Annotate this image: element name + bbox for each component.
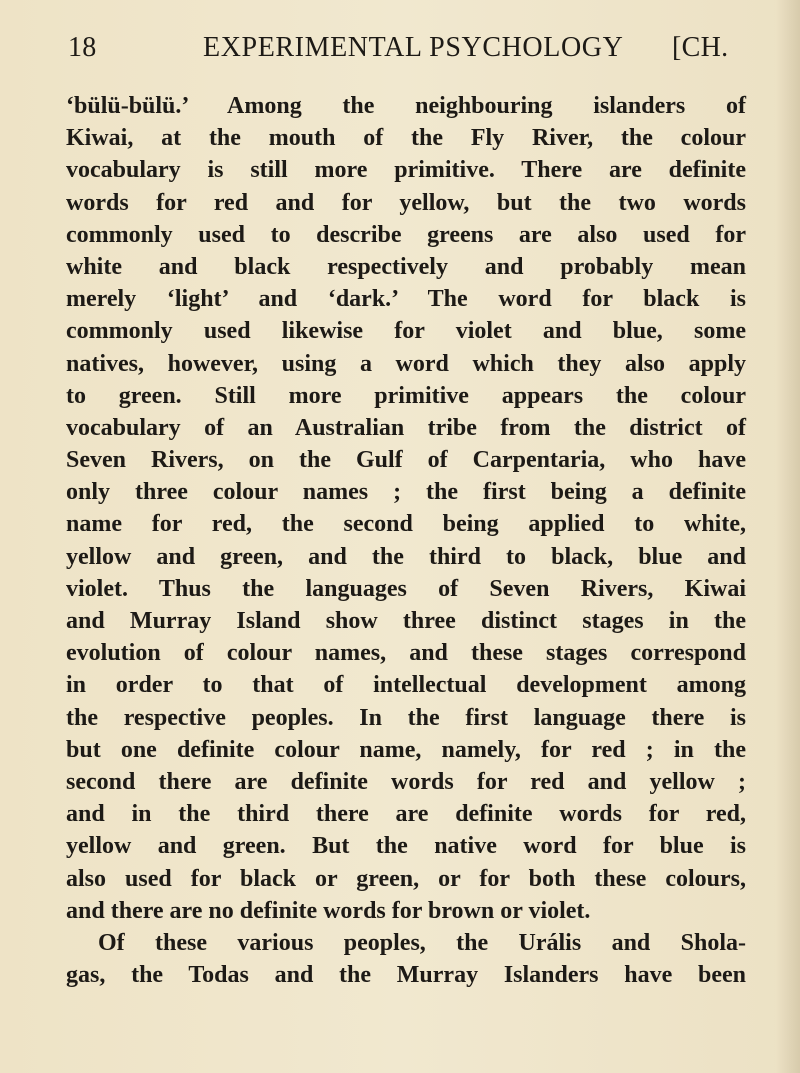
text-line: natives, however, using a word which they also apply — [66, 350, 746, 377]
text-line: second there are definite words for red and yellow ; — [66, 768, 746, 795]
text-line: the respective peoples. In the first language there is — [66, 704, 746, 731]
page-header — [68, 32, 748, 72]
text-line: white and black respectively and probably mean — [66, 253, 746, 280]
text-line: vocabulary is still more primitive. There are definite — [66, 157, 746, 184]
text-line: yellow and green. But the native word for blue is — [66, 833, 746, 860]
paragraph-start-line: Of these various peoples, the Urális and Shola- — [98, 929, 746, 956]
text-line: gas, the Todas and the Murray Islanders have been — [66, 962, 746, 989]
body-text — [66, 90, 746, 991]
text-line: yellow and green, and the third to black, blue and — [66, 543, 746, 570]
text-line: and in the third there are definite words for red, — [66, 801, 746, 828]
text-line: also used for black or green, or for both these colours, — [66, 865, 746, 892]
paragraph-end-line: and there are no definite words for brown or violet. — [66, 897, 591, 924]
text-line: Seven Rivers, on the Gulf of Carpentaria, who have — [66, 447, 746, 474]
text-line: and Murray Island show three distinct stages in the — [66, 608, 746, 634]
text-line: merely ‘light’ and ‘dark.’ The word for black is — [66, 286, 746, 313]
text-line: but one definite colour name, namely, for red ; in the — [66, 736, 746, 763]
chapter-mark: [CH. — [672, 32, 729, 63]
text-line: in order to that of intellectual development among — [66, 672, 746, 699]
running-title: EXPERIMENTAL PSYCHOLOGY — [203, 32, 624, 63]
text-line: name for red, the second being applied to white, — [66, 511, 746, 538]
page-edge-shadow — [776, 0, 800, 1073]
text-line: ‘bülü-bülü.’ Among the neighbouring islanders of — [66, 93, 746, 119]
text-line: to green. Still more primitive appears the colour — [66, 382, 746, 409]
text-line: commonly used to describe greens are also used for — [66, 221, 746, 248]
text-line: commonly used likewise for violet and blue, some — [66, 318, 746, 345]
text-line: words for red and for yellow, but the two words — [66, 189, 746, 216]
text-line: violet. Thus the languages of Seven Rivers, Kiwai — [66, 575, 746, 602]
text-line: only three colour names ; the first being a definite — [66, 479, 746, 506]
text-line: evolution of colour names, and these stages correspond — [66, 640, 746, 667]
page-number: 18 — [68, 32, 97, 63]
text-line: vocabulary of an Australian tribe from the district of — [66, 414, 746, 441]
text-line: Kiwai, at the mouth of the Fly River, the colour — [66, 125, 746, 152]
